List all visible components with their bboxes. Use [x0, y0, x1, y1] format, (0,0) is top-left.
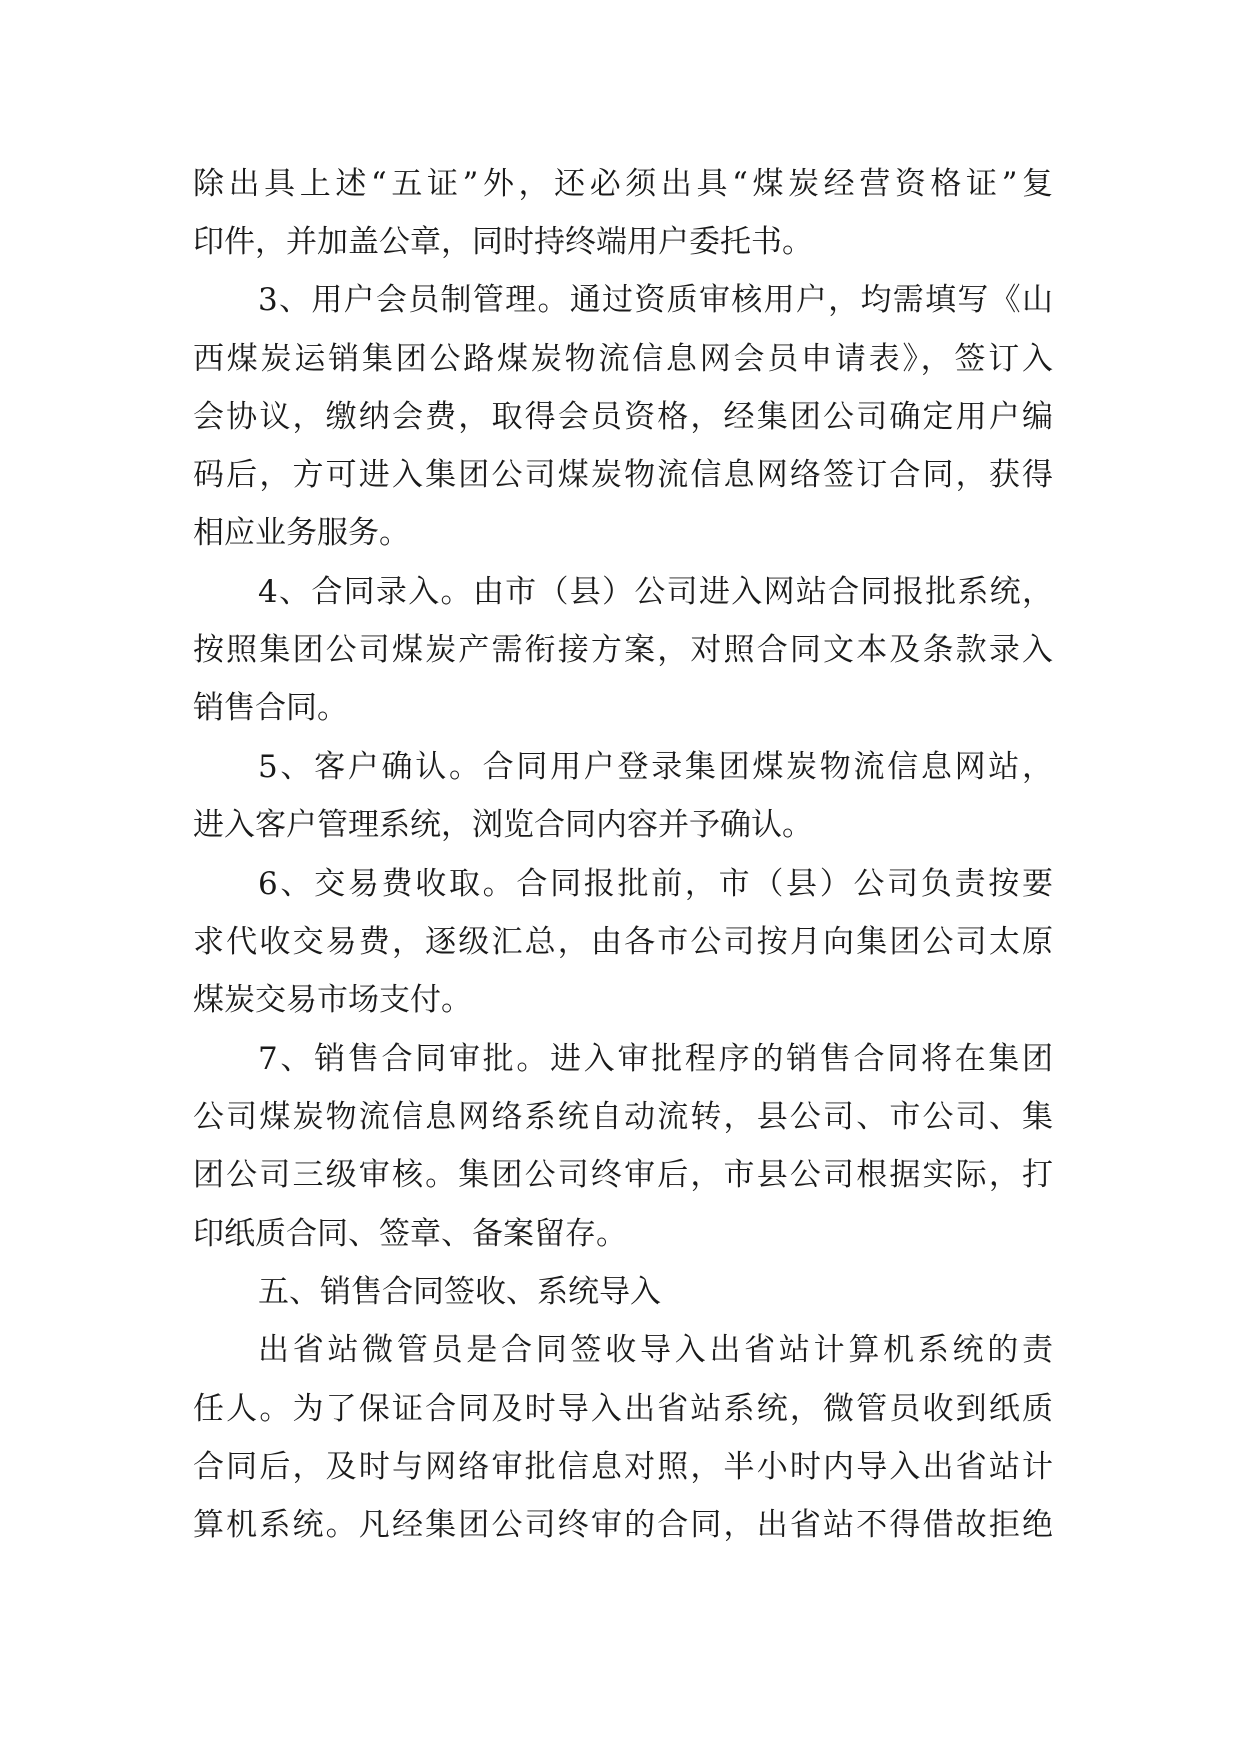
text-line: 印纸质合同、签章、备案留存。 [193, 1216, 627, 1252]
text-line: 除出具上述“五证”外，还必须出具“煤炭经营资格证”复 [193, 166, 1053, 202]
paragraph-start: 出省站微管员是合同签收导入出省站计算机系统的责 [258, 1332, 1053, 1368]
text-line: 会协议，缴纳会费，取得会员资格，经集团公司确定用户编 [193, 399, 1053, 435]
section-heading: 五、销售合同签收、系统导入 [258, 1274, 661, 1310]
text-line: 算机系统。凡经集团公司终审的合同，出省站不得借故拒绝 [193, 1507, 1053, 1543]
text-line: 公司煤炭物流信息网络系统自动流转，县公司、市公司、集 [193, 1099, 1053, 1135]
text-line: 销售合同。 [193, 690, 348, 726]
paragraph-4-start: 4、合同录入。由市（县）公司进入网站合同报批系统， [258, 574, 1053, 610]
paragraph-3-start: 3、用户会员制管理。通过资质审核用户，均需填写《山 [258, 282, 1053, 318]
text-line: 进入客户管理系统，浏览合同内容并予确认。 [193, 807, 813, 843]
text-line: 煤炭交易市场支付。 [193, 982, 472, 1018]
text-line: 任人。为了保证合同及时导入出省站系统，微管员收到纸质 [193, 1391, 1053, 1427]
text-line: 码后，方可进入集团公司煤炭物流信息网络签订合同，获得 [193, 457, 1053, 493]
paragraph-5-start: 5、客户确认。合同用户登录集团煤炭物流信息网站， [258, 749, 1053, 785]
text-line: 求代收交易费，逐级汇总，由各市公司按月向集团公司太原 [193, 924, 1053, 960]
text-line: 印件，并加盖公章，同时持终端用户委托书。 [193, 224, 813, 260]
paragraph-7-start: 7、销售合同审批。进入审批程序的销售合同将在集团 [258, 1041, 1053, 1077]
paragraph-6-start: 6、交易费收取。合同报批前，市（县）公司负责按要 [258, 866, 1053, 902]
text-line: 团公司三级审核。集团公司终审后，市县公司根据实际，打 [193, 1157, 1053, 1193]
text-line: 西煤炭运销集团公路煤炭物流信息网会员申请表》，签订入 [193, 341, 1053, 377]
text-line: 合同后，及时与网络审批信息对照，半小时内导入出省站计 [193, 1449, 1053, 1485]
text-line: 相应业务服务。 [193, 515, 410, 551]
text-line: 按照集团公司煤炭产需衔接方案，对照合同文本及条款录入 [193, 632, 1053, 668]
